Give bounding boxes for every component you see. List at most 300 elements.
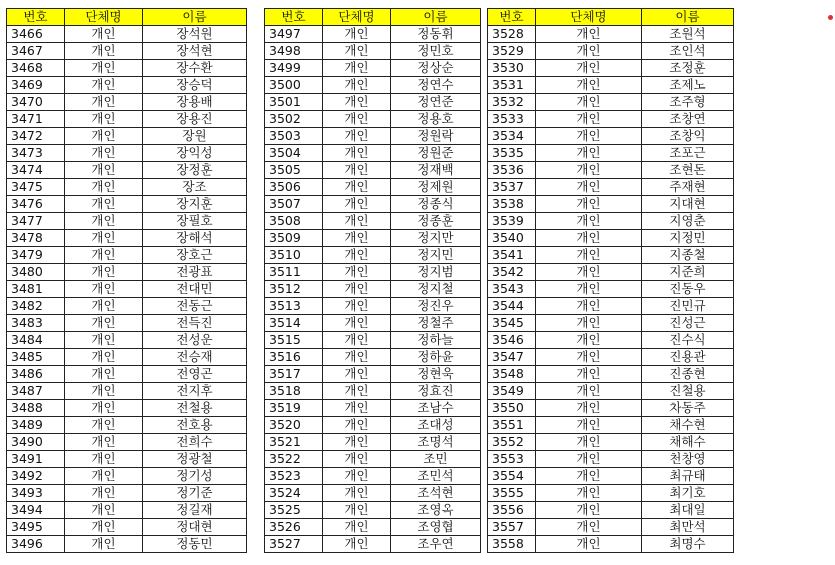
header-row <box>7 9 247 26</box>
name-cell: 정종훈 <box>391 213 481 230</box>
table-row <box>265 60 481 77</box>
name-cell: 최명수 <box>642 536 734 553</box>
table-row <box>265 519 481 536</box>
name-cell: 전광표 <box>143 264 247 281</box>
number-cell: 3514 <box>265 315 323 332</box>
table-row <box>265 366 481 383</box>
name-cell: 전지후 <box>143 383 247 400</box>
table-row <box>7 145 247 162</box>
number-cell: 3511 <box>265 264 323 281</box>
name-cell: 조대성 <box>391 417 481 434</box>
name-cell: 조현돈 <box>642 162 734 179</box>
name-cell: 정민호 <box>391 43 481 60</box>
group-cell: 개인 <box>65 77 143 94</box>
name-cell: 정용호 <box>391 111 481 128</box>
number-cell: 3474 <box>7 162 65 179</box>
group-cell: 개인 <box>323 400 391 417</box>
number-cell: 3515 <box>265 332 323 349</box>
number-cell: 3475 <box>7 179 65 196</box>
group-cell: 개인 <box>536 536 642 553</box>
group-cell: 개인 <box>323 315 391 332</box>
name-cell: 진민규 <box>642 298 734 315</box>
name-cell: 정기성 <box>143 468 247 485</box>
table-row <box>265 94 481 111</box>
name-cell: 전동근 <box>143 298 247 315</box>
group-cell: 개인 <box>65 94 143 111</box>
group-cell: 개인 <box>65 366 143 383</box>
group-cell: 개인 <box>323 417 391 434</box>
group-cell: 개인 <box>536 417 642 434</box>
number-cell: 3501 <box>265 94 323 111</box>
name-cell: 전대민 <box>143 281 247 298</box>
number-cell: 3479 <box>7 247 65 264</box>
name-cell: 전성운 <box>143 332 247 349</box>
number-cell: 3550 <box>488 400 536 417</box>
table-row <box>7 298 247 315</box>
name-cell: 정지만 <box>391 230 481 247</box>
column-header-group: 단체명 <box>323 9 391 26</box>
group-cell: 개인 <box>65 128 143 145</box>
number-cell: 3485 <box>7 349 65 366</box>
name-cell: 정제원 <box>391 179 481 196</box>
group-cell: 개인 <box>536 451 642 468</box>
group-cell: 개인 <box>323 468 391 485</box>
group-cell: 개인 <box>323 281 391 298</box>
group-cell: 개인 <box>65 315 143 332</box>
name-cell: 장필호 <box>143 213 247 230</box>
group-cell: 개인 <box>323 349 391 366</box>
table-row <box>488 213 734 230</box>
group-cell: 개인 <box>65 298 143 315</box>
table-row <box>265 77 481 94</box>
number-cell: 3480 <box>7 264 65 281</box>
name-cell: 전호용 <box>143 417 247 434</box>
number-cell: 3533 <box>488 111 536 128</box>
table-row <box>265 315 481 332</box>
table-row <box>265 145 481 162</box>
name-cell: 장정훈 <box>143 162 247 179</box>
name-cell: 정길재 <box>143 502 247 519</box>
number-cell: 3505 <box>265 162 323 179</box>
group-cell: 개인 <box>65 536 143 553</box>
column-header-number: 번호 <box>488 9 536 26</box>
table-row <box>488 332 734 349</box>
table-row <box>265 281 481 298</box>
number-cell: 3528 <box>488 26 536 43</box>
number-cell: 3527 <box>265 536 323 553</box>
name-cell: 지정민 <box>642 230 734 247</box>
table-row <box>265 196 481 213</box>
group-cell: 개인 <box>323 77 391 94</box>
number-cell: 3521 <box>265 434 323 451</box>
group-cell: 개인 <box>536 468 642 485</box>
number-cell: 3554 <box>488 468 536 485</box>
name-cell: 장조 <box>143 179 247 196</box>
number-cell: 3510 <box>265 247 323 264</box>
group-cell: 개인 <box>65 196 143 213</box>
group-cell: 개인 <box>323 451 391 468</box>
group-cell: 개인 <box>323 485 391 502</box>
table-row <box>265 128 481 145</box>
group-cell: 개인 <box>536 519 642 536</box>
table-row <box>7 366 247 383</box>
name-cell: 최대일 <box>642 502 734 519</box>
table-row <box>7 400 247 417</box>
table-row <box>265 485 481 502</box>
table-row <box>265 230 481 247</box>
number-cell: 3517 <box>265 366 323 383</box>
table-row <box>488 196 734 213</box>
number-cell: 3537 <box>488 179 536 196</box>
number-cell: 3558 <box>488 536 536 553</box>
group-cell: 개인 <box>536 502 642 519</box>
name-cell: 장용배 <box>143 94 247 111</box>
name-cell: 정원준 <box>391 145 481 162</box>
number-cell: 3468 <box>7 60 65 77</box>
table-row <box>488 383 734 400</box>
number-cell: 3467 <box>7 43 65 60</box>
table-row <box>265 349 481 366</box>
table-row <box>488 145 734 162</box>
group-cell: 개인 <box>536 400 642 417</box>
table-row <box>488 400 734 417</box>
number-cell: 3553 <box>488 451 536 468</box>
group-cell: 개인 <box>536 111 642 128</box>
table-row <box>488 519 734 536</box>
number-cell: 3524 <box>265 485 323 502</box>
number-cell: 3538 <box>488 196 536 213</box>
number-cell: 3476 <box>7 196 65 213</box>
number-cell: 3546 <box>488 332 536 349</box>
table-row <box>7 349 247 366</box>
name-cell: 채해수 <box>642 434 734 451</box>
group-cell: 개인 <box>65 264 143 281</box>
table-row <box>488 502 734 519</box>
group-cell: 개인 <box>65 451 143 468</box>
table-row <box>488 281 734 298</box>
name-cell: 진종현 <box>642 366 734 383</box>
name-cell: 정진우 <box>391 298 481 315</box>
name-cell: 정효진 <box>391 383 481 400</box>
group-cell: 개인 <box>323 332 391 349</box>
number-cell: 3547 <box>488 349 536 366</box>
number-cell: 3507 <box>265 196 323 213</box>
group-cell: 개인 <box>536 94 642 111</box>
table-row <box>265 502 481 519</box>
group-cell: 개인 <box>65 434 143 451</box>
table-row <box>7 128 247 145</box>
name-cell: 조남수 <box>391 400 481 417</box>
table-row <box>265 213 481 230</box>
group-cell: 개인 <box>323 247 391 264</box>
table-row <box>265 536 481 553</box>
name-cell: 정종식 <box>391 196 481 213</box>
number-cell: 3506 <box>265 179 323 196</box>
name-cell: 지영춘 <box>642 213 734 230</box>
name-cell: 정상순 <box>391 60 481 77</box>
group-cell: 개인 <box>536 349 642 366</box>
table-row <box>7 26 247 43</box>
name-cell: 지종철 <box>642 247 734 264</box>
group-cell: 개인 <box>536 281 642 298</box>
table-row <box>265 468 481 485</box>
number-cell: 3509 <box>265 230 323 247</box>
number-cell: 3539 <box>488 213 536 230</box>
group-cell: 개인 <box>536 298 642 315</box>
name-cell: 조민 <box>391 451 481 468</box>
number-cell: 3552 <box>488 434 536 451</box>
group-cell: 개인 <box>65 332 143 349</box>
column-header-name: 이름 <box>391 9 481 26</box>
name-cell: 지대현 <box>642 196 734 213</box>
number-cell: 3495 <box>7 519 65 536</box>
number-cell: 3499 <box>265 60 323 77</box>
name-cell: 정현욱 <box>391 366 481 383</box>
number-cell: 3548 <box>488 366 536 383</box>
number-cell: 3494 <box>7 502 65 519</box>
name-cell: 지준희 <box>642 264 734 281</box>
number-cell: 3520 <box>265 417 323 434</box>
table-row <box>265 247 481 264</box>
number-cell: 3555 <box>488 485 536 502</box>
table-row <box>488 179 734 196</box>
number-cell: 3556 <box>488 502 536 519</box>
group-cell: 개인 <box>536 247 642 264</box>
number-cell: 3525 <box>265 502 323 519</box>
name-cell: 정하윤 <box>391 349 481 366</box>
table-row <box>488 315 734 332</box>
table-row <box>488 77 734 94</box>
group-cell: 개인 <box>536 213 642 230</box>
number-cell: 3488 <box>7 400 65 417</box>
number-cell: 3518 <box>265 383 323 400</box>
group-cell: 개인 <box>323 162 391 179</box>
name-cell: 조영협 <box>391 519 481 536</box>
number-cell: 3466 <box>7 26 65 43</box>
name-cell: 조정훈 <box>642 60 734 77</box>
group-cell: 개인 <box>323 60 391 77</box>
name-cell: 조제노 <box>642 77 734 94</box>
number-cell: 3492 <box>7 468 65 485</box>
group-cell: 개인 <box>65 400 143 417</box>
name-cell: 장지훈 <box>143 196 247 213</box>
table-row <box>7 502 247 519</box>
number-cell: 3530 <box>488 60 536 77</box>
group-cell: 개인 <box>65 213 143 230</box>
name-cell: 장해석 <box>143 230 247 247</box>
table-row <box>488 94 734 111</box>
number-cell: 3473 <box>7 145 65 162</box>
group-cell: 개인 <box>536 230 642 247</box>
name-cell: 최만석 <box>642 519 734 536</box>
name-cell: 장호근 <box>143 247 247 264</box>
name-cell: 채수현 <box>642 417 734 434</box>
header-row <box>488 9 734 26</box>
name-cell: 진철용 <box>642 383 734 400</box>
group-cell: 개인 <box>536 383 642 400</box>
roster-table-3 <box>487 8 734 553</box>
table-row <box>265 162 481 179</box>
number-cell: 3522 <box>265 451 323 468</box>
group-cell: 개인 <box>536 43 642 60</box>
group-cell: 개인 <box>323 111 391 128</box>
table-row <box>488 128 734 145</box>
group-cell: 개인 <box>323 230 391 247</box>
name-cell: 장수환 <box>143 60 247 77</box>
group-cell: 개인 <box>323 383 391 400</box>
group-cell: 개인 <box>323 519 391 536</box>
number-cell: 3508 <box>265 213 323 230</box>
group-cell: 개인 <box>536 264 642 281</box>
group-cell: 개인 <box>323 264 391 281</box>
group-cell: 개인 <box>323 145 391 162</box>
table-row <box>7 264 247 281</box>
number-cell: 3536 <box>488 162 536 179</box>
number-cell: 3549 <box>488 383 536 400</box>
number-cell: 3497 <box>265 26 323 43</box>
roster-table-1 <box>6 8 247 553</box>
name-cell: 진용관 <box>642 349 734 366</box>
table-row <box>488 434 734 451</box>
number-cell: 3502 <box>265 111 323 128</box>
group-cell: 개인 <box>323 196 391 213</box>
table-row <box>7 247 247 264</box>
number-cell: 3470 <box>7 94 65 111</box>
number-cell: 3532 <box>488 94 536 111</box>
number-cell: 3496 <box>7 536 65 553</box>
group-cell: 개인 <box>323 94 391 111</box>
number-cell: 3491 <box>7 451 65 468</box>
table-row <box>265 298 481 315</box>
group-cell: 개인 <box>536 179 642 196</box>
name-cell: 정연수 <box>391 77 481 94</box>
table-row <box>7 485 247 502</box>
name-cell: 천창영 <box>642 451 734 468</box>
table-row <box>7 434 247 451</box>
group-cell: 개인 <box>65 502 143 519</box>
group-cell: 개인 <box>323 502 391 519</box>
number-cell: 3516 <box>265 349 323 366</box>
table-row <box>265 400 481 417</box>
number-cell: 3472 <box>7 128 65 145</box>
group-cell: 개인 <box>65 145 143 162</box>
name-cell: 조영옥 <box>391 502 481 519</box>
group-cell: 개인 <box>65 230 143 247</box>
table-row <box>7 536 247 553</box>
table-row <box>7 281 247 298</box>
table-row <box>7 230 247 247</box>
table-row <box>265 332 481 349</box>
name-cell: 정연준 <box>391 94 481 111</box>
number-cell: 3526 <box>265 519 323 536</box>
group-cell: 개인 <box>65 519 143 536</box>
column-header-group: 단체명 <box>536 9 642 26</box>
group-cell: 개인 <box>65 349 143 366</box>
table-row <box>488 162 734 179</box>
table-row <box>488 468 734 485</box>
header-row <box>265 9 481 26</box>
name-cell: 최규태 <box>642 468 734 485</box>
name-cell: 주재현 <box>642 179 734 196</box>
table-row <box>7 179 247 196</box>
name-cell: 정지범 <box>391 264 481 281</box>
number-cell: 3513 <box>265 298 323 315</box>
table-row <box>488 298 734 315</box>
table-row <box>7 315 247 332</box>
name-cell: 조우연 <box>391 536 481 553</box>
number-cell: 3490 <box>7 434 65 451</box>
number-cell: 3481 <box>7 281 65 298</box>
table-row <box>7 468 247 485</box>
number-cell: 3545 <box>488 315 536 332</box>
name-cell: 조민석 <box>391 468 481 485</box>
name-cell: 정철주 <box>391 315 481 332</box>
name-cell: 장석현 <box>143 43 247 60</box>
number-cell: 3541 <box>488 247 536 264</box>
table-row <box>488 247 734 264</box>
table-row <box>265 26 481 43</box>
name-cell: 정광철 <box>143 451 247 468</box>
name-cell: 장익성 <box>143 145 247 162</box>
group-cell: 개인 <box>536 332 642 349</box>
name-cell: 전영곤 <box>143 366 247 383</box>
table-row <box>7 94 247 111</box>
group-cell: 개인 <box>65 43 143 60</box>
number-cell: 3493 <box>7 485 65 502</box>
column-header-name: 이름 <box>143 9 247 26</box>
table-row <box>488 111 734 128</box>
number-cell: 3471 <box>7 111 65 128</box>
table-row <box>7 77 247 94</box>
number-cell: 3504 <box>265 145 323 162</box>
name-cell: 조창익 <box>642 128 734 145</box>
name-cell: 조주형 <box>642 94 734 111</box>
number-cell: 3535 <box>488 145 536 162</box>
number-cell: 3542 <box>488 264 536 281</box>
group-cell: 개인 <box>536 366 642 383</box>
table-row <box>488 366 734 383</box>
number-cell: 3519 <box>265 400 323 417</box>
group-cell: 개인 <box>65 60 143 77</box>
group-cell: 개인 <box>65 179 143 196</box>
group-cell: 개인 <box>536 26 642 43</box>
table-row <box>488 26 734 43</box>
group-cell: 개인 <box>536 162 642 179</box>
group-cell: 개인 <box>536 434 642 451</box>
number-cell: 3484 <box>7 332 65 349</box>
group-cell: 개인 <box>323 434 391 451</box>
number-cell: 3529 <box>488 43 536 60</box>
name-cell: 차동주 <box>642 400 734 417</box>
name-cell: 정기준 <box>143 485 247 502</box>
number-cell: 3487 <box>7 383 65 400</box>
group-cell: 개인 <box>536 128 642 145</box>
column-header-number: 번호 <box>7 9 65 26</box>
column-header-name: 이름 <box>642 9 734 26</box>
name-cell: 정대현 <box>143 519 247 536</box>
number-cell: 3551 <box>488 417 536 434</box>
red-dot-marker <box>828 15 833 20</box>
table-row <box>7 519 247 536</box>
table-row <box>488 60 734 77</box>
name-cell: 진동우 <box>642 281 734 298</box>
table-row <box>488 349 734 366</box>
group-cell: 개인 <box>323 213 391 230</box>
number-cell: 3469 <box>7 77 65 94</box>
name-cell: 장용진 <box>143 111 247 128</box>
name-cell: 조석현 <box>391 485 481 502</box>
number-cell: 3543 <box>488 281 536 298</box>
